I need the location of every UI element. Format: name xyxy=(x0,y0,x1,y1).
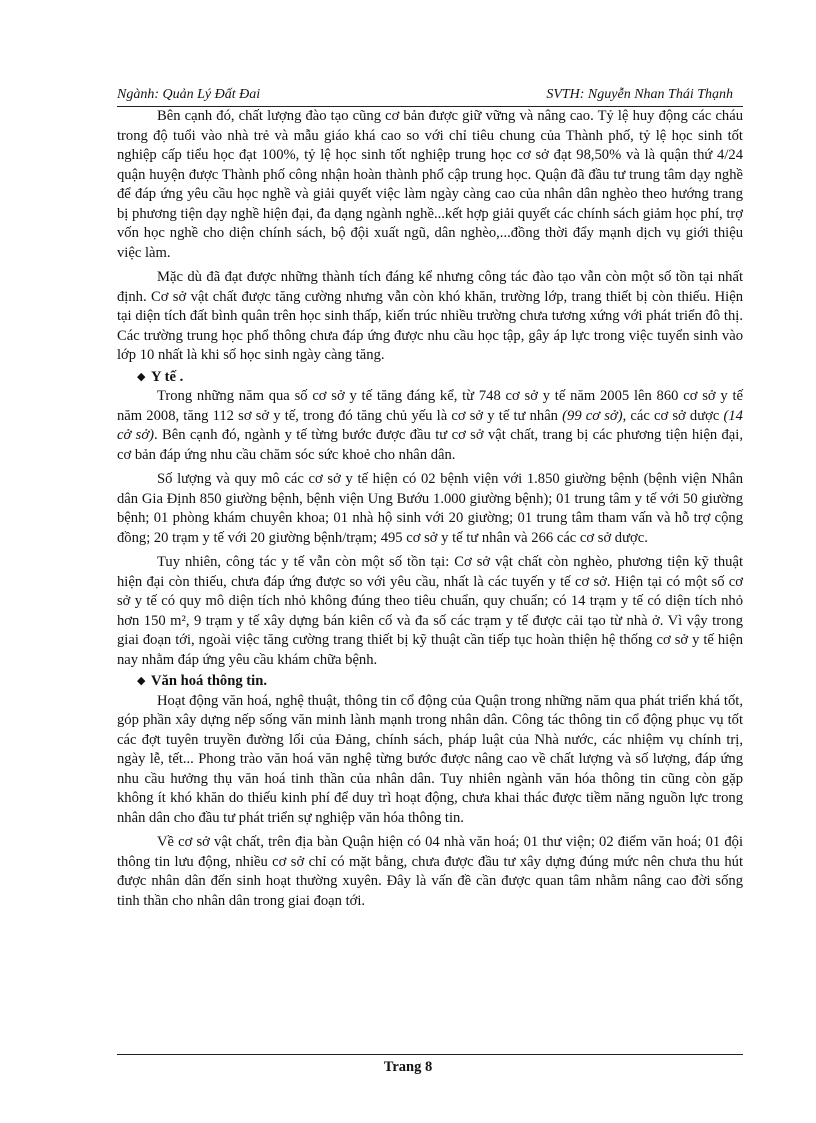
header-student: SVTH: Nguyễn Nhan Thái Thạnh xyxy=(546,87,733,102)
paragraph-culture-facilities: Về cơ sở vật chất, trên địa bàn Quận hiện có 04 nhà văn hoá; 01 thư viện; 02 điểm văn hoá; 01 đội thông tin lưu động, nhiều cơ sở chỉ có mặt bằng, chưa được đầu tư xây dựng đúng mức nên chưa thu hút được nhân dân đến sinh hoạt thường xuyên. Đây là vấn đề cần được quan tâm nhằm nâng cao đời sống tinh thần cho nhân dân trong giai đoạn tới. xyxy=(117,834,743,909)
heading-text: Y tế . xyxy=(151,368,184,385)
footer-divider xyxy=(117,1054,743,1055)
heading-text: Văn hoá thông tin. xyxy=(151,673,267,689)
document-body xyxy=(117,107,743,916)
header-department: Ngành: Quản Lý Đất Đai xyxy=(117,87,261,102)
page-header xyxy=(117,86,743,107)
diamond-bullet-icon: ◆ xyxy=(137,370,146,383)
paragraph-education-quality: Bên cạnh đó, chất lượng đào tạo cũng cơ bản được giữ vững và nâng cao. Tỷ lệ huy động các cháu trong độ tuổi vào nhà trẻ và mẫu giáo khá cao so với chỉ tiêu chung của Thành phố, tỷ lệ học sinh tốt nghiệp cấp tiểu học đạt 100%, tỷ lệ học sinh tốt nghiệp trung học cơ sở đạt 98,50% và là quận thứ 4/24 quận huyện được Thành phố công nhận hoàn thành phổ cập trung học. Quận đã đầu tư trung tâm dạy nghề để đáp ứng yêu cầu học nghề và giải quyết việc làm ngày càng cao của nhân dân nghèo theo hướng trang bị phương tiện dạy nghề hiện đại, đa dạng ngành nghề...kết hợp giải quyết các chính sách giảm học phí, trợ vốn học nghề cho diện chính sách, bộ đội xuất ngũ, dân nghèo,...đồng thời đẩy mạnh dịch vụ giới thiệu việc làm. xyxy=(117,108,743,261)
section-heading-health xyxy=(117,368,743,388)
paragraph-health-growth: Trong những năm qua số cơ sở y tế tăng đáng kể, từ 748 cơ sở y tế năm 2005 lên 860 cơ sở y tế năm 2008, tăng 112 sơ sở y tế, trong đó tăng chủ yếu là cơ sở y tế tư nhân (99 cơ sở), các cơ sở dược (14 cở sở). Bên cạnh đó, ngành y tế từng bước được đầu tư cơ sở vật chất, trang bị các phương tiện hiện đại, cơ bản đáp ứng nhu cầu chăm sóc sức khoẻ cho nhân dân. xyxy=(117,388,743,463)
paragraph-health-limitations: Tuy nhiên, công tác y tế vẫn còn một số tồn tại: Cơ sở vật chất còn nghèo, phương tiện kỹ thuật hiện đại còn thiếu, chưa đáp ứng được so với yêu cầu, nhất là các tuyến y tế cơ sở. Hiện tại có một số cơ sở y tế có quy mô diện tích nhỏ không đúng theo tiêu chuẩn, quy chuẩn; có 14 trạm y tế có diện tích nhỏ hơn 150 m², 9 trạm y tế xây dựng bán kiên cố và đa số các trạm y tế được cải tạo từ nhà ở. Vì vậy trong giai đoạn tới, ngoài việc tăng cường trang thiết bị kỹ thuật cần tiếp tục hoàn thiện hệ thống cơ sở y tế hiện nay nhằm đáp ứng yêu cầu khám chữa bệnh. xyxy=(117,554,743,668)
paragraph-culture-activities: Hoạt động văn hoá, nghệ thuật, thông tin cổ động của Quận trong những năm qua phát triển khá tốt, góp phần xây dựng nếp sống văn minh lành mạnh trong nhân dân. Công tác thông tin cổ động phục vụ tốt các đợt tuyên truyền đường lối của Đảng, chính sách, pháp luật của Nhà nước, các nhiệm vụ chính trị, ngày lễ, tết... Phong trào văn hoá văn nghệ từng bước được nâng cao về chất lượng và số lượng, đáp ứng nhu cầu hưởng thụ văn hoá tinh thần của nhân dân. Tuy nhiên ngành văn hóa thông tin cũng còn gặp không ít khó khăn do thiếu kinh phí để duy trì hoạt động, chưa khai thác được tiềm năng nguồn lực trong nhân dân cho đầu tư phát triển sự nghiệp văn hóa thông tin. xyxy=(117,692,743,826)
paragraph-health-facilities: Số lượng và quy mô các cơ sở y tế hiện có 02 bệnh viện với 1.850 giường bệnh (bệnh viện Nhân dân Gia Định 850 giường bệnh, bệnh viện Ung Bướu 1.000 giường bệnh); 01 trung tâm y tế với 50 giường bệnh; 01 phòng khám chuyên khoa; 01 nhà hộ sinh với 20 giường; 01 trung tâm tham vấn và hỗ trợ cộng đồng; 20 trạm y tế với 20 giường bệnh/trạm; 495 cơ sở y tế tư nhân và 266 các cơ sở dược. xyxy=(117,471,743,546)
diamond-bullet-icon: ◆ xyxy=(137,675,146,687)
page-number: Trang 8 xyxy=(383,1059,433,1075)
paragraph-education-limitations: Mặc dù đã đạt được những thành tích đáng kể nhưng công tác đào tạo vẫn còn một số tồn tại nhất định. Cơ sở vật chất được tăng cường nhưng vẫn còn khó khăn, trường lớp, trang thiết bị còn thiếu. Hiện tại diện tích đất bình quân trên học sinh thấp, kiến trúc nhiều trường chưa tương xứng với phát triển đô thị. Các trường trung học phổ thông chưa đáp ứng được nhu cầu học tập, gây áp lực trong việc tuyển sinh vào lớp 10 nhất là khi số học sinh ngày càng tăng. xyxy=(117,269,743,363)
section-heading-culture xyxy=(117,672,743,692)
